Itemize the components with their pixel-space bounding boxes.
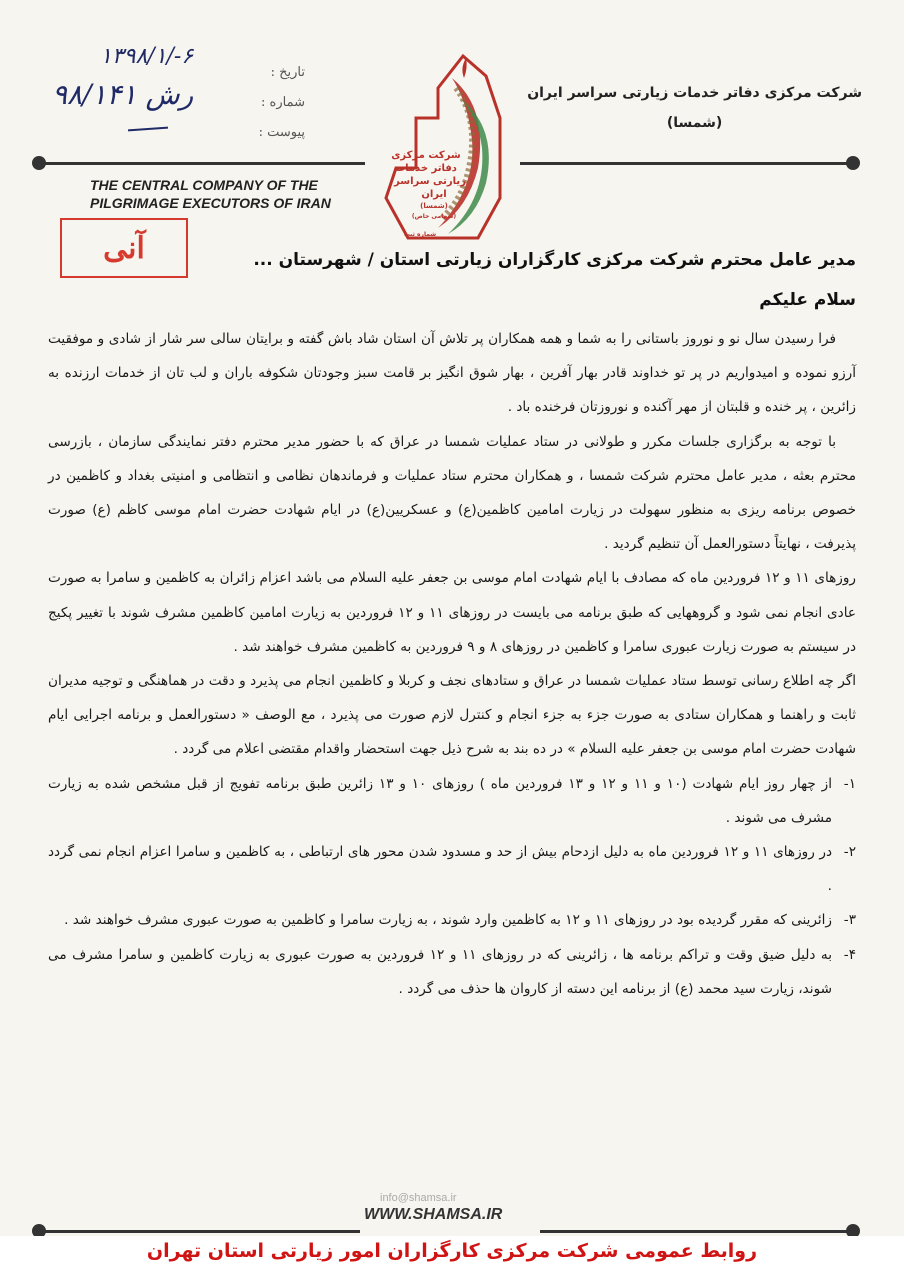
logo-text-line: زیارتی سراسر (394, 176, 466, 187)
handwritten-date: ۱۳۹۸/۱/-۶ (100, 44, 194, 69)
logo-text-line: ایران (421, 189, 447, 200)
urgent-stamp (60, 218, 188, 278)
item-text: در روزهای ۱۱ و ۱۲ فروردین ماه به دلیل ازدحام بیش از حد و مسدود شدن محور های ارتباطی ، به کاظمین و سامرا اعزام انجام نمی گردد . (48, 844, 832, 895)
item-text: به دلیل ضیق وقت و تراکم برنامه ها ، زائرینی که در روزهای ۱۱ و ۱۲ فروردین به صورت عبوری به زیارت کاظمین و سامرا مشرف می شوند، زیارت سید محمد (ع) از برنامه این دسته از کاروان ها حذف می گردد . (48, 946, 832, 997)
instruction-list (48, 767, 856, 1006)
company-name-fa-line: شرکت مرکزی دفاتر خدمات زیارتی سراسر ایران (527, 85, 862, 101)
number-label: شماره : (261, 95, 305, 110)
company-name-en-line1: THE CENTRAL COMPANY OF THE (90, 177, 318, 193)
logo-text-line: شماره ثبت (403, 231, 437, 238)
item-number: ۴- (843, 946, 856, 963)
header-rule-dot-left (32, 156, 46, 170)
body-paragraph: فرا رسیدن سال نو و نوروز باستانی را به شما و همه همکاران پر تلاش آن استان شاد باش گفته و برایتان سالی سر شار از شادی و موفقیت آرزو نموده و امیدواریم در پر تو خداوند قادر بهار آفرین ، بهار شوق انگیز بر قامت سبز وجودتان شکوفه باران و لب تان از خدمات ارزنده به زائرین ، پر خنده و قلبتان از مهر آکنده و نوروزتان فرخنده باد . (48, 331, 856, 416)
item-number: ۲- (843, 844, 856, 861)
list-item (48, 903, 856, 937)
body-paragraph: روزهای ۱۱ و ۱۲ فروردین ماه که مصادف با ایام شهادت امام موسی بن جعفر علیه السلام می باشد اعزام زائران به کاظمین و سامرا به صورت عادی انجام نمی شود و گروههایی که طبق برنامه می بایست در روزهای ۱۱ و ۱۲ فروردین به زیارت امامین کاظمین مشرف شوند با تغییر پکیج در سیستم به صورت زیارت عبوری سامرا و کاظمین در روزهای ۸ و ۹ فروردین به کاظمین مشرف خواهند شد . (48, 570, 856, 655)
header-rule-left (40, 162, 365, 165)
body-paragraph: با توجه به برگزاری جلسات مکرر و طولانی در ستاد عملیات شمسا در عراق که با حضور مدیر محترم دفتر نمایندگی سازمان ، بازرسی محترم بعثه ، مدیر عامل محترم شرکت شمسا ، و همکاران محترم ستاد عملیات و فرماندهان نظامی و انتظامی و امنیتی بغداد و کاظمین در خصوص برنامه ریزی به منظور سهولت در زیارت امامین کاظمین(ع) و عسکریین(ع) در ایام شهادت حضرت امام موسی کاظم (ع) صورت پذیرفت ، نهایتاً دستورالعمل آن تنظیم گردید . (48, 433, 856, 553)
company-abbr-fa: (شمسا) (666, 115, 723, 131)
footer-banner: روابط عمومی شرکت مرکزی کارگزاران امور زیارتی استان تهران (146, 1240, 758, 1262)
logo-text-line: (سهامی خاص) (411, 213, 457, 220)
list-item (48, 767, 856, 835)
item-text: زائرینی که مقرر گردیده بود در روزهای ۱۱ و ۱۲ به کاظمین وارد شوند ، به زیارت سامرا و کاظمین به صورت عبوری مشرف خواهند شد . (64, 912, 832, 929)
urgent-stamp-label: آنی (103, 230, 145, 266)
list-item (48, 835, 856, 903)
logo-text-line: (شمسا) (420, 202, 448, 210)
handwritten-number: ۹۸/۱۴۱ رش (52, 78, 194, 111)
body-paragraph: اگر چه اطلاع رسانی توسط ستاد عملیات شمسا در عراق و ستادهای نجف و کربلا و کاظمین انجام می پذیرد و دقت در هماهنگی و توجیه مدیران ثابت و راهنما و همکاران ستادی به صورت جزء به جزء انجام و کنترل لازم صورت می پذیرد ، مع الوصف « دستورالعمل و برنامه اجرایی ایام شهادت حضرت امام موسی بن جعفر علیه السلام » در ده بند به شرح ذیل جهت استحضار واقدام مقتضی اعلام می گردد . (48, 673, 856, 758)
footer-website[interactable]: WWW.SHAMSA.IR (364, 1206, 503, 1223)
footer-rule-left (40, 1230, 360, 1233)
item-number: ۱- (843, 775, 856, 792)
footer-email: info@shamsa.ir (380, 1192, 457, 1204)
letter-body (48, 322, 856, 1006)
company-name-en-line2: PILGRIMAGE EXECUTORS OF IRAN (90, 195, 331, 211)
header-rule-dot-right (846, 156, 860, 170)
company-name-fa (527, 78, 862, 138)
letter-greeting: سلام علیکم (759, 290, 856, 310)
header-rule-right (520, 162, 850, 165)
letter-meta-labels (225, 58, 305, 148)
attachment-label: پیوست : (258, 125, 305, 140)
logo-dome (462, 58, 466, 78)
list-item (48, 938, 856, 1006)
footer-rule-right (540, 1230, 850, 1233)
company-name-en (90, 176, 370, 212)
shamsa-logo (368, 48, 518, 248)
item-number: ۳- (843, 912, 856, 929)
logo-text-line: شرکت مرکزی (391, 150, 461, 161)
item-text: از چهار روز ایام شهادت (۱۰ و ۱۱ و ۱۲ و ۱۳ فروردین ماه ) روزهای ۱۰ و ۱۳ زائرین طبق برنامه تفویج از قبل مشخص شده به زیارت مشرف می شوند . (48, 775, 832, 826)
date-label: تاریخ : (270, 65, 305, 80)
letter-addressee: مدیر عامل محترم شرکت مرکزی کارگزاران زیارتی استان / شهرستان ... (253, 250, 856, 270)
logo-text-line: دفاتر خدمات (395, 163, 457, 174)
